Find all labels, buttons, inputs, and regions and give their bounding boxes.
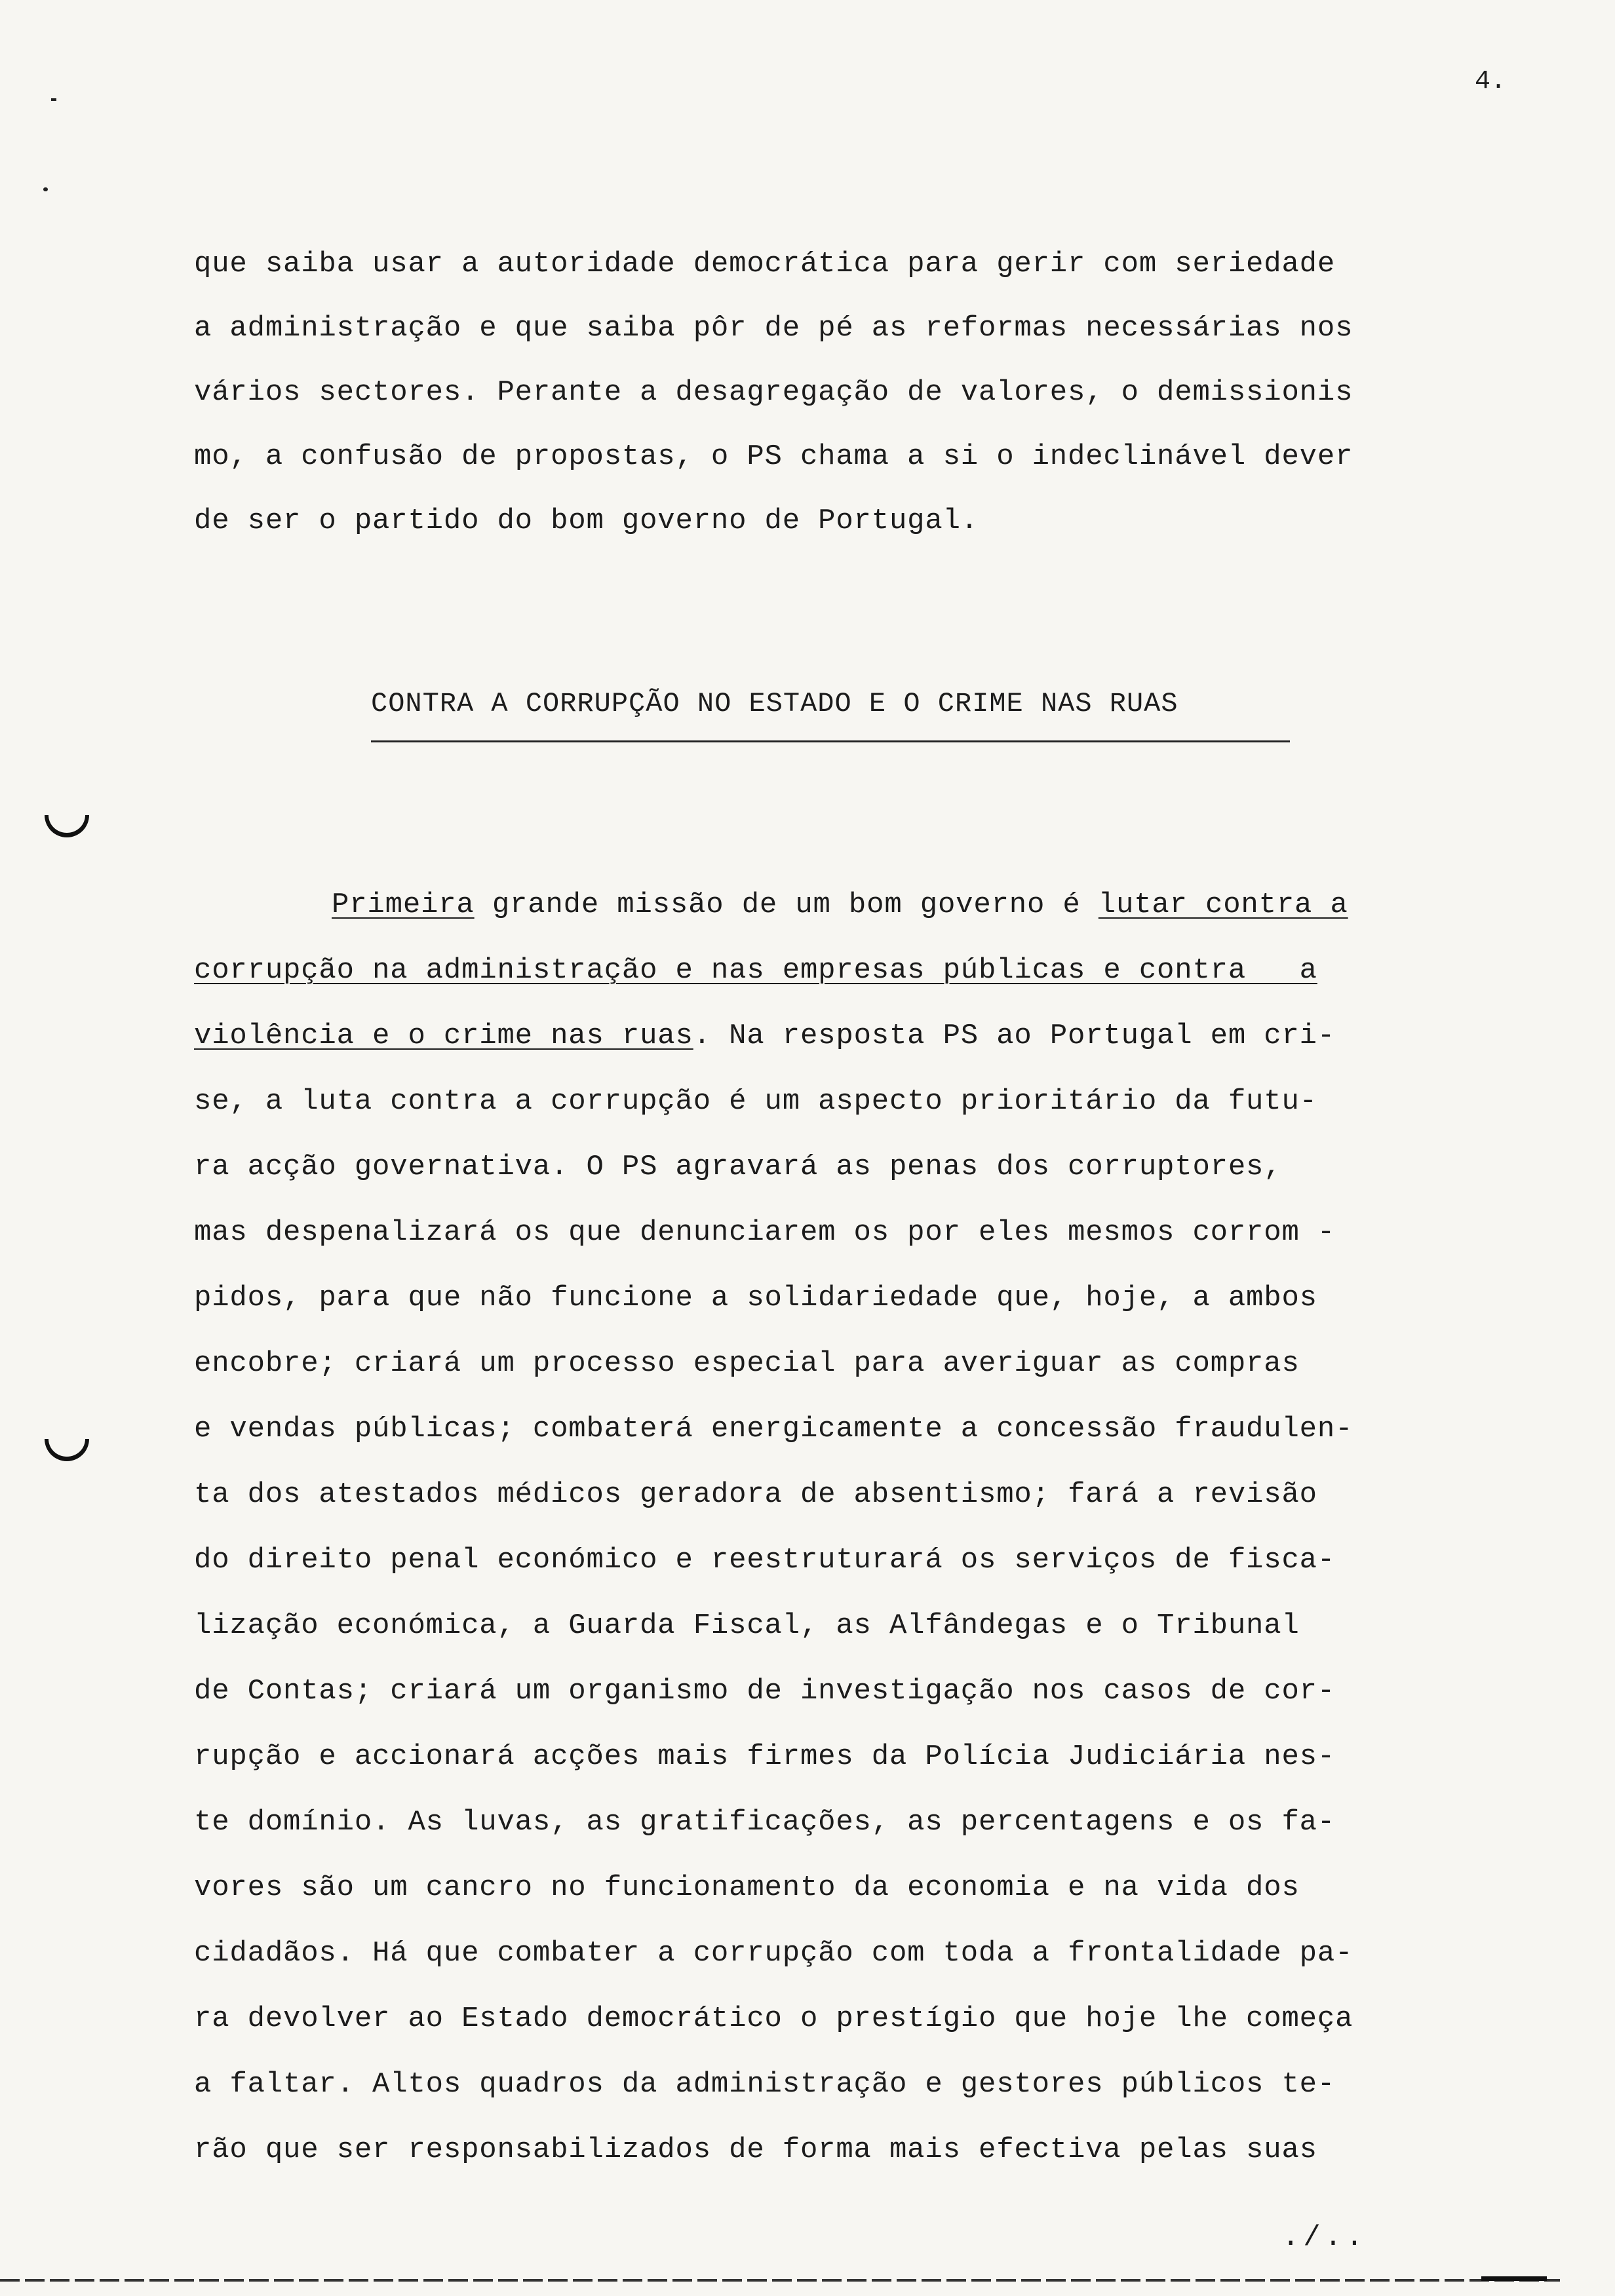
para2-line: do direito penal económico e reestruturará os serviços de fisca- bbox=[194, 1544, 1336, 1577]
para2-line: mas despenalizará os que denunciarem os por eles mesmos corrom - bbox=[194, 1216, 1336, 1249]
para2-line: a faltar. Altos quadros da administração e gestores públicos te- bbox=[194, 2068, 1336, 2101]
para2-line: se, a luta contra a corrupção é um aspecto prioritário da futu- bbox=[194, 1085, 1317, 1118]
punch-hole-mark bbox=[45, 815, 89, 837]
para2-line bbox=[194, 1020, 1335, 1052]
para2-line: de Contas; criará um organismo de investigação nos casos de cor- bbox=[194, 1675, 1336, 1708]
para2-line: vores são um cancro no funcionamento da economia e na vida dos bbox=[194, 1871, 1300, 1904]
punch-hole-mark bbox=[45, 1439, 89, 1461]
para2-line: rupção e accionará acções mais firmes da Polícia Judiciária nes- bbox=[194, 1740, 1336, 1773]
para2-line: te domínio. As luvas, as gratificações, as percentagens e os fa- bbox=[194, 1806, 1336, 1839]
para2-line: e vendas públicas; combaterá energicamente a concessão fraudulen- bbox=[194, 1413, 1353, 1445]
para2-line: pidos, para que não funcione a solidariedade que, hoje, a ambos bbox=[194, 1282, 1317, 1314]
para1-line: a administração e que saiba pôr de pé as reformas necessárias nos bbox=[194, 312, 1353, 345]
para2-line: cidadãos. Há que combater a corrupção com toda a frontalidade pa- bbox=[194, 1937, 1353, 1970]
underlined-text: violência e o crime nas ruas bbox=[194, 1020, 693, 1052]
continuation-mark: ./.. bbox=[1282, 2221, 1367, 2254]
section-heading: CONTRA A CORRUPÇÃO NO ESTADO E O CRIME NAS RUAS bbox=[371, 688, 1178, 719]
para2-line: lização económica, a Guarda Fiscal, as Alfândegas e o Tribunal bbox=[194, 1609, 1300, 1642]
para2-line: encobre; criará um processo especial para averiguar as compras bbox=[194, 1347, 1300, 1380]
para1-line: de ser o partido do bom governo de Portugal. bbox=[194, 505, 979, 537]
para2-line: corrupção na administração e nas empresas públicas e contra a bbox=[194, 954, 1317, 987]
para1-line: mo, a confusão de propostas, o PS chama a si o indeclinável dever bbox=[194, 440, 1353, 473]
para1-line: vários sectores. Perante a desagregação de valores, o demissionis bbox=[194, 376, 1353, 409]
underlined-text: lutar contra a bbox=[1098, 889, 1348, 921]
para2-line: rão que ser responsabilizados de forma mais efectiva pelas suas bbox=[194, 2133, 1317, 2166]
para2-text: grande missão de um bom governo é bbox=[474, 889, 1099, 921]
bottom-edge-rule bbox=[0, 2279, 1560, 2282]
para2-line bbox=[332, 889, 1348, 921]
para2-line: ta dos atestados médicos geradora de absentismo; fará a revisão bbox=[194, 1478, 1317, 1511]
bottom-edge-rule-end bbox=[1481, 2276, 1547, 2281]
para2-line: ra devolver ao Estado democrático o prestígio que hoje lhe começa bbox=[194, 2002, 1353, 2035]
para2-line: ra acção governativa. O PS agravará as penas dos corruptores, bbox=[194, 1151, 1282, 1183]
underlined-text: Primeira bbox=[332, 889, 475, 921]
heading-underline bbox=[371, 740, 1290, 742]
para1-line: que saiba usar a autoridade democrática para gerir com seriedade bbox=[194, 248, 1336, 280]
scan-speck bbox=[43, 187, 48, 191]
page-number: 4. bbox=[1475, 67, 1507, 96]
scan-speck bbox=[51, 98, 56, 101]
para2-text: . Na resposta PS ao Portugal em cri- bbox=[693, 1020, 1336, 1052]
